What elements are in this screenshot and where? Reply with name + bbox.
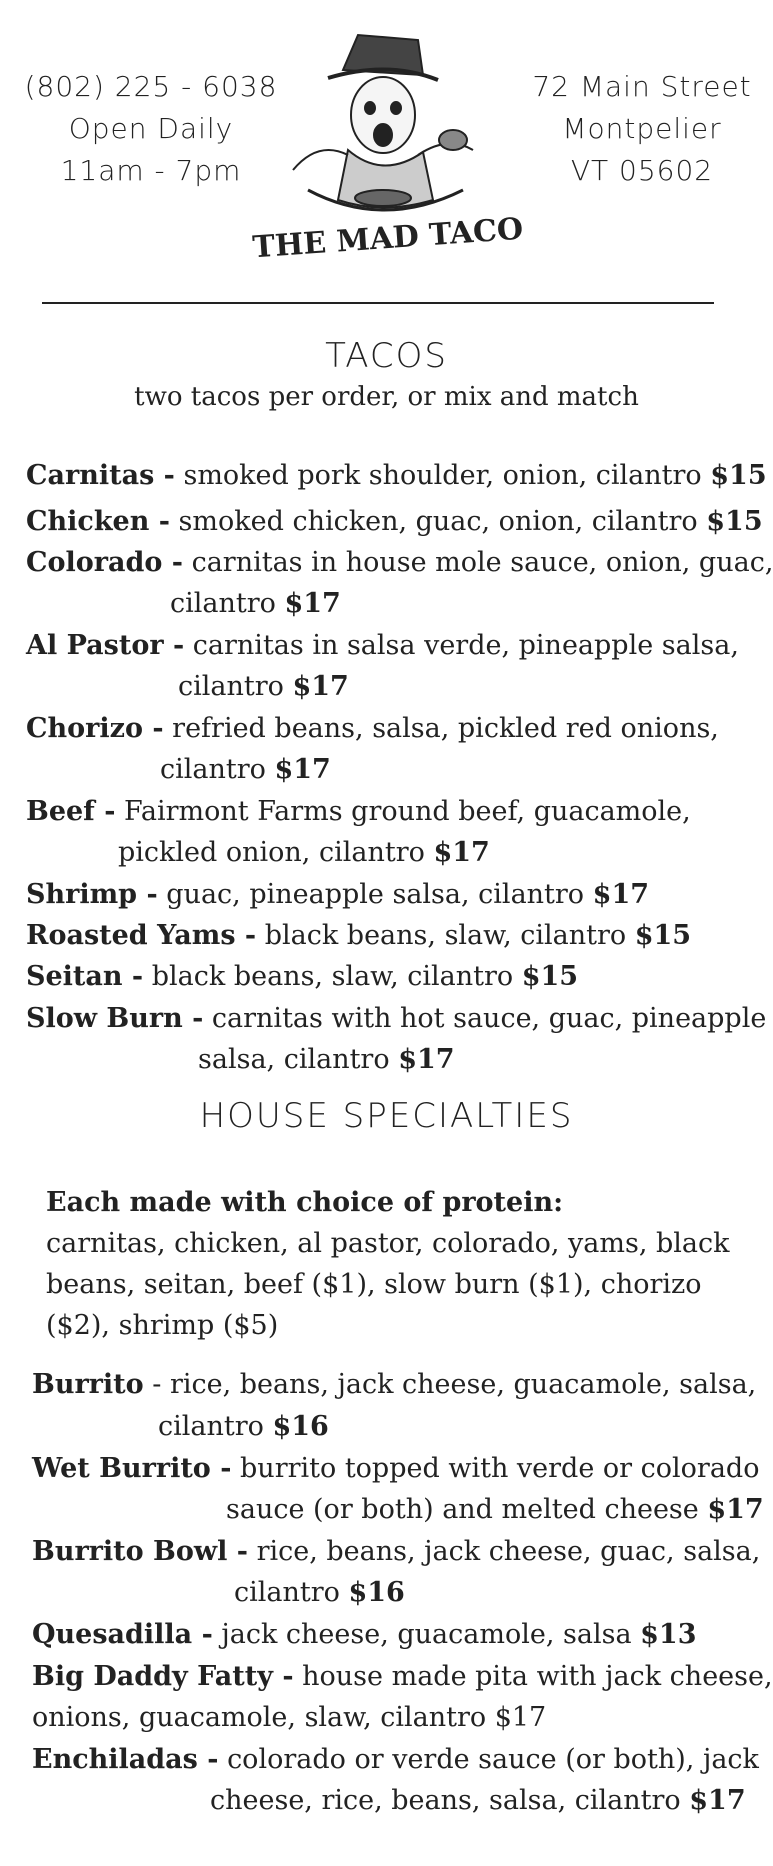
menu-item-al-pastor-cont: cilantro $17 bbox=[178, 671, 349, 702]
menu-item-chorizo-cont: cilantro $17 bbox=[160, 754, 331, 785]
address-city: Montpelier bbox=[562, 112, 722, 145]
contact-right bbox=[522, 66, 762, 192]
protein-choices bbox=[46, 1182, 746, 1346]
menu-item-beef-cont: pickled onion, cilantro $17 bbox=[118, 837, 490, 868]
phone-number: (802) 225 - 6038 bbox=[24, 70, 278, 103]
divider bbox=[42, 302, 714, 304]
protein-line-2: beans, seitan, beef ($1), slow burn ($1), chorizo bbox=[46, 1269, 702, 1300]
hours: 11am - 7pm bbox=[60, 154, 242, 187]
mad-hatter-logo bbox=[248, 30, 528, 270]
menu-item-shrimp: Shrimp - guac, pineapple salsa, cilantro $17 bbox=[26, 879, 650, 910]
menu-item-burrito-bowl: Burrito Bowl - rice, beans, jack cheese, guac, salsa, bbox=[32, 1536, 761, 1567]
tacos-title: TACOS bbox=[325, 336, 448, 376]
menu-item-seitan: Seitan - black beans, slaw, cilantro $15 bbox=[26, 961, 579, 992]
menu-item-beef: Beef - Fairmont Farms ground beef, guacamole, bbox=[26, 796, 691, 827]
menu-item-wet-burrito: Wet Burrito - burrito topped with verde or colorado bbox=[32, 1453, 760, 1484]
contact-left bbox=[20, 66, 282, 192]
protein-heading: Each made with choice of protein: bbox=[46, 1187, 564, 1218]
menu-item-roasted-yams: Roasted Yams - black beans, slaw, cilantro $15 bbox=[26, 920, 692, 951]
menu-item-slow-burn: Slow Burn - carnitas with hot sauce, guac, pineapple bbox=[26, 1003, 767, 1034]
menu-item-slow-burn-cont: salsa, cilantro $17 bbox=[198, 1044, 455, 1075]
address-zip: VT 05602 bbox=[570, 154, 714, 187]
logo-text: THE MAD TACO bbox=[251, 211, 525, 266]
menu-item-burrito: Burrito - rice, beans, jack cheese, guacamole, salsa, bbox=[32, 1369, 757, 1400]
protein-line-3: ($2), shrimp ($5) bbox=[46, 1310, 279, 1341]
menu-item-al-pastor: Al Pastor - carnitas in salsa verde, pineapple salsa, bbox=[26, 630, 739, 661]
menu-item-enchiladas: Enchiladas - colorado or verde sauce (or both), jack bbox=[32, 1744, 759, 1775]
hours-label: Open Daily bbox=[68, 112, 234, 145]
menu-item-big-daddy-fatty-cont: onions, guacamole, slaw, cilantro $17 bbox=[32, 1702, 547, 1733]
menu-item-wet-burrito-cont: sauce (or both) and melted cheese $17 bbox=[226, 1494, 764, 1525]
menu-item-burrito-cont: cilantro $16 bbox=[158, 1411, 329, 1442]
address-street: 72 Main Street bbox=[532, 70, 752, 103]
house-specialties-title: HOUSE SPECIALTIES bbox=[199, 1096, 574, 1136]
menu-item-chorizo: Chorizo - refried beans, salsa, pickled red onions, bbox=[26, 713, 719, 744]
menu-item-quesadilla: Quesadilla - jack cheese, guacamole, salsa $13 bbox=[32, 1619, 697, 1650]
menu-item-colorado: Colorado - carnitas in house mole sauce, onion, guac, bbox=[26, 547, 773, 578]
menu-item-chicken: Chicken - smoked chicken, guac, onion, cilantro $15 bbox=[26, 506, 763, 537]
protein-line-1: carnitas, chicken, al pastor, colorado, yams, black bbox=[46, 1228, 730, 1259]
tacos-subtitle: two tacos per order, or mix and match bbox=[134, 382, 639, 412]
menu-item-carnitas: Carnitas - smoked pork shoulder, onion, cilantro $15 bbox=[26, 460, 767, 491]
menu-item-colorado-cont: cilantro $17 bbox=[170, 588, 341, 619]
menu-item-enchiladas-cont: cheese, rice, beans, salsa, cilantro $17 bbox=[210, 1785, 746, 1816]
menu-item-burrito-bowl-cont: cilantro $16 bbox=[234, 1577, 405, 1608]
menu-item-big-daddy-fatty: Big Daddy Fatty - house made pita with jack cheese, bbox=[32, 1661, 773, 1692]
